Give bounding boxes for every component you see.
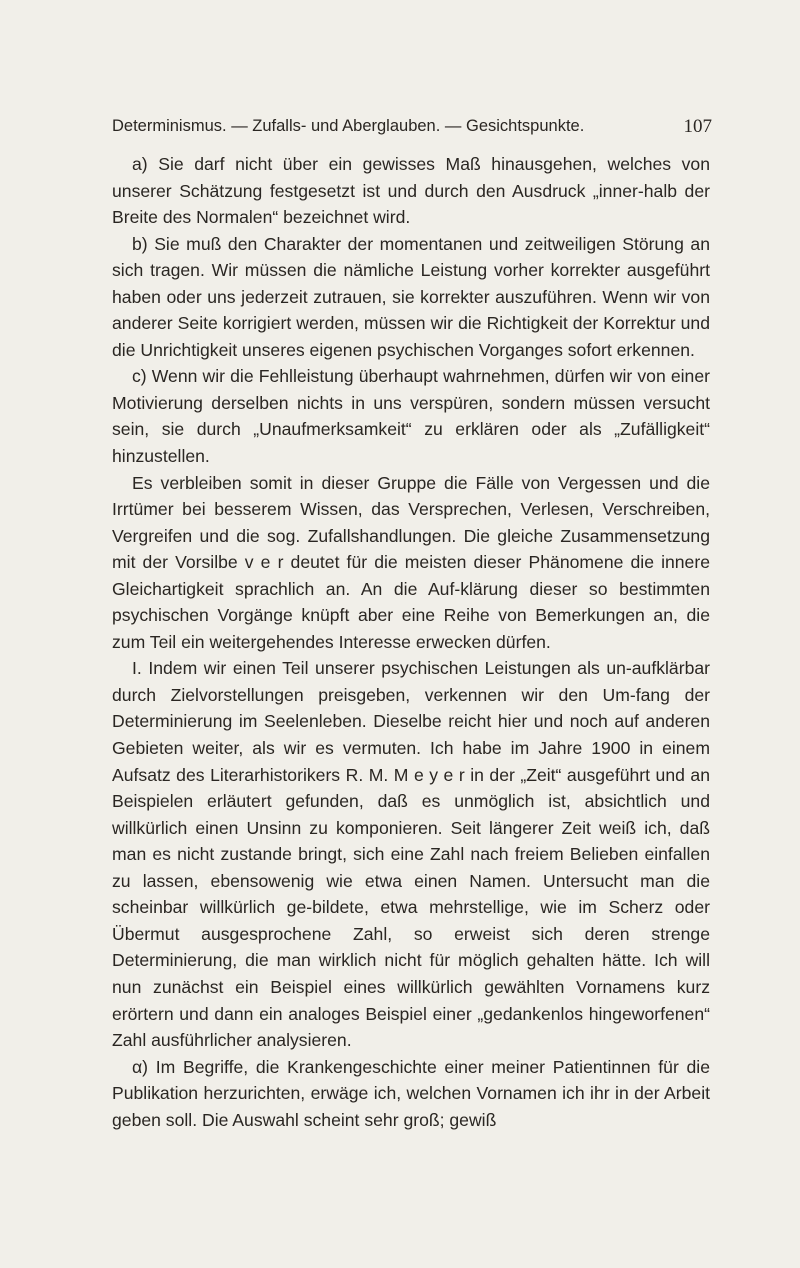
page-number: 107	[683, 116, 712, 137]
paragraph-section-I: I. Indem wir einen Teil unserer psychischen Leistungen als un-aufklärbar durch Zielvorstellungen preisgeben, verkennen wir den Um-fang der Determinierung im Seelenleben. Dieselbe reicht hier und noch auf anderen Gebieten weiter, als wir es vermuten. Ich habe im Jahre 1900 in einem Aufsatz des Literarhistorikers R. M. M e y e r in der „Zeit“ ausgeführt und an Beispielen erläutert gefunden, daß es unmöglich ist, absichtlich und willkürlich einen Unsinn zu komponieren. Seit längerer Zeit weiß ich, daß man es nicht zustande bringt, sich eine Zahl nach freiem Belieben einfallen zu lassen, ebensowenig wie etwa einen Namen. Untersucht man die scheinbar willkürlich ge-bildete, etwa mehrstellige, wie im Scherz oder Übermut ausgesprochene Zahl, so erweist sich deren strenge Determinierung, die man wirklich nicht für möglich gehalten hätte. Ich will nun zunächst ein Beispiel eines willkürlich gewählten Vornamens kurz erörtern und dann ein analoges Beispiel einer „gedankenlos hingeworfenen“ Zahl ausführlicher analysieren.	[112, 658, 710, 1051]
running-head	[112, 117, 712, 139]
paragraph-criterion-c: c) Wenn wir die Fehlleistung überhaupt wahrnehmen, dürfen wir von einer Motivierung derselben nichts in uns verspüren, sondern müssen versucht sein, sie durch „Unaufmerksamkeit“ zu erklären oder als „Zufälligkeit“ hinzustellen.	[112, 366, 710, 467]
paragraph-criterion-a: a) Sie darf nicht über ein gewisses Maß hinausgehen, welches von unserer Schätzung festgesetzt ist und durch den Ausdruck „inner-halb der Breite des Normalen“ bezeichnet wird.	[112, 154, 710, 228]
paragraph-example-alpha: α) Im Begriffe, die Krankengeschichte einer meiner Patientinnen für die Publikation herzurichten, erwäge ich, welchen Vornamen ich ihr in der Arbeit geben soll. Die Auswahl scheint sehr groß; gewiß	[112, 1056, 710, 1130]
body-text	[112, 151, 710, 1133]
paragraph-criterion-b: b) Sie muß den Charakter der momentanen und zeitweiligen Störung an sich tragen. Wir müssen die nämliche Leistung vorher korrekter ausgeführt haben oder uns jederzeit zutrauen, sie korrekter auszuführen. Wenn wir von anderer Seite korrigiert werden, müssen wir die Richtigkeit der Korrektur und die Unrichtigkeit unseres eigenen psychischen Vorganges sofort erkennen.	[112, 233, 710, 360]
paragraph-summary: Es verbleiben somit in dieser Gruppe die Fälle von Vergessen und die Irrtümer bei besserem Wissen, das Versprechen, Verlesen, Verschreiben, Vergreifen und die sog. Zufallshandlungen. Die gleiche Zusammensetzung mit der Vorsilbe v e r deutet für die meisten dieser Phänomene die innere Gleichartigkeit sprachlich an. An die Auf-klärung dieser so bestimmten psychischen Vorgänge knüpft aber eine Reihe von Bemerkungen an, die zum Teil ein weitergehendes Interesse erwecken dürfen.	[112, 472, 710, 652]
running-head-title: Determinismus. — Zufalls- und Aberglauben. — Gesichtspunkte.	[112, 117, 585, 135]
